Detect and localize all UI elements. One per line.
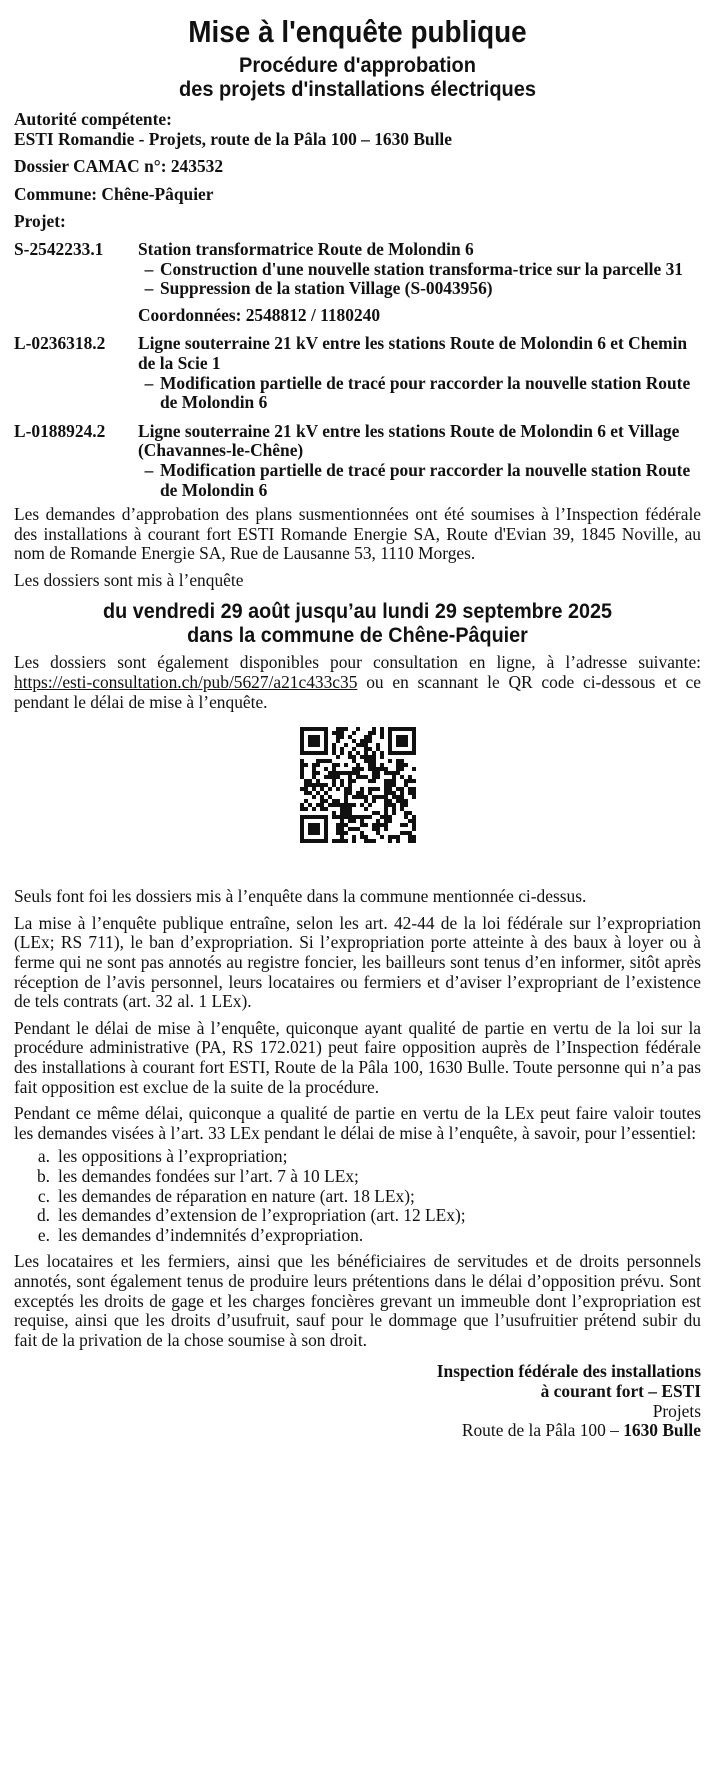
list-item: d. les demandes d’extension de l’expropriation (art. 12 LEx); — [36, 1205, 466, 1226]
list-item: c. les demandes de réparation en nature (art. 18 LEx); — [37, 1185, 415, 1206]
project-item — [14, 240, 701, 325]
qr-code — [300, 727, 416, 843]
project-title: Ligne souterraine 21 kV entre les stations Route de Molondin 6 et Village (Chavannes-le-Chêne) — [138, 420, 680, 461]
project-subitem: – Suppression de la station Village (S-0043956) — [144, 278, 493, 299]
consultation-link[interactable]: https://esti-consultation.ch/pub/5627/a21c433c35 — [14, 672, 358, 693]
signature-block — [14, 1362, 701, 1440]
project-subitem: – Construction d'une nouvelle station transforma-trice sur la parcelle 31 — [144, 258, 683, 279]
authority-label: Autorité compétente: — [14, 109, 172, 129]
header — [14, 14, 701, 101]
project-code: L-0188924.2 — [14, 420, 106, 441]
project-title: Ligne souterraine 21 kV entre les stations Route de Molondin 6 et Chemin de la Scie 1 — [138, 333, 688, 373]
paragraph-locataires: Les locataires et les fermiers, ainsi que les bénéficiaires de servitudes et de droits personnels annotés, sont également tenus de produire leurs prétentions dans le délai d’opposition prévu. Sont exceptés les droits de gage et les charges foncières grevant un immeuble dont l’expropriation est requise, ainsi que les droits d’usufruit, sauf pour le dommage que l’usufruitier prétend subir du fait de la privation de la chose soumise à son droit. — [14, 1251, 701, 1350]
authority-value: ESTI Romandie - Projets, route de la Pâla 100 – 1630 Bulle — [14, 128, 452, 149]
paragraph-demandes: Les demandes d’approbation des plans susmentionnées ont été soumises à l’Inspection fédérale des installations à courant fort ESTI Romande Energie SA, Route d'Evian 39, 1845 Noville, au nom de Romande Energie SA, Rue de Lausanne 53, 1110 Morges. — [14, 504, 701, 564]
list-item: e. les demandes d’indemnités d’expropriation. — [37, 1224, 364, 1245]
project-subitem: – Modification partielle de tracé pour raccorder la nouvelle station Route de Molondin 6 — [144, 459, 691, 500]
paragraph-meme-delai: Pendant ce même délai, quiconque a qualité de partie en vertu de la LEx peut faire valoir toutes les demandes visées à l’art. 33 LEx pendant le délai de mise à l’enquête, à savoir, pour l’essentiel: — [14, 1103, 701, 1143]
dossier-number: Dossier CAMAC n°: 243532 — [14, 156, 224, 177]
project-code: L-0236318.2 — [14, 333, 106, 354]
project-item — [14, 422, 701, 500]
list-item: b. les demandes fondées sur l’art. 7 à 10 LEx; — [36, 1165, 359, 1186]
authority-block — [14, 110, 701, 149]
subtitle-line-2: des projets d'installations électriques — [178, 77, 537, 101]
paragraph-dossiers-mis: Les dossiers sont mis à l’enquête — [14, 569, 244, 590]
project-item — [14, 334, 701, 412]
paragraph-opposition: Pendant le délai de mise à l’enquête, quiconque ayant qualité de partie en vertu de la loi sur la procédure administrative (PA, RS 172.021) peut faire opposition auprès de l’Inspection fédérale des installations à courant fort ESTI, Route de la Pâla 100, 1630 Bulle. Toute personne qui n’a pas fait opposition est exclue de la suite de la procédure. — [14, 1017, 701, 1097]
commune: Commune: Chêne-Pâquier — [14, 183, 214, 204]
project-code: S-2542233.1 — [14, 238, 104, 259]
demands-list — [14, 1147, 701, 1245]
paragraph-expropriation: La mise à l’enquête publique entraîne, selon les art. 42-44 de la loi fédérale sur l’expropriation (LEx; RS 711), le ban d’expropriation. Si l’expropriation porte atteinte à des baux à loyer ou à ferme qui ne sont pas annotés au registre foncier, les bailleurs sont tenus d’en informer, sitôt après réception de l’avis personnel, leurs locataires ou fermiers et d’aviser l’expropriant de l’existence de tels contrats (art. 32 al. 1 LEx). — [14, 912, 701, 1012]
signature-line-3: Projets — [652, 1400, 701, 1421]
project-subitem: – Modification partielle de tracé pour raccorder la nouvelle station Route de Molondin 6 — [144, 372, 691, 413]
subtitle-line-1: Procédure d'approbation — [239, 53, 476, 77]
paragraph-online: Les dossiers sont également disponibles pour consultation en ligne, à l’adresse suivante: https://esti-consultation.ch/pub/5627/a21c433c35 ou en scannant le QR code ci-dessous et ce pendant le délai de mise à l’enquête. — [14, 652, 701, 712]
period-commune: dans la commune de Chêne-Pâquier — [187, 623, 528, 648]
signature-line-1: Inspection fédérale des installations — [436, 1361, 701, 1382]
list-item: a. les oppositions à l’expropriation; — [37, 1146, 288, 1167]
period-block — [14, 599, 701, 647]
paragraph-foi: Seuls font foi les dossiers mis à l’enquête dans la commune mentionnée ci-dessus. — [14, 886, 587, 907]
projet-label: Projet: — [14, 211, 66, 232]
signature-line-2: à courant fort – ESTI — [540, 1380, 701, 1401]
project-coordinates: Coordonnées: 2548812 / 1180240 — [138, 304, 381, 325]
project-title: Station transformatrice Route de Molondin 6 — [138, 238, 474, 259]
page-title: Mise à l'enquête publique — [188, 14, 527, 49]
signature-line-4: Route de la Pâla 100 – 1630 Bulle — [461, 1420, 701, 1441]
period-dates: du vendredi 29 août jusqu’au lundi 29 septembre 2025 — [103, 599, 612, 624]
